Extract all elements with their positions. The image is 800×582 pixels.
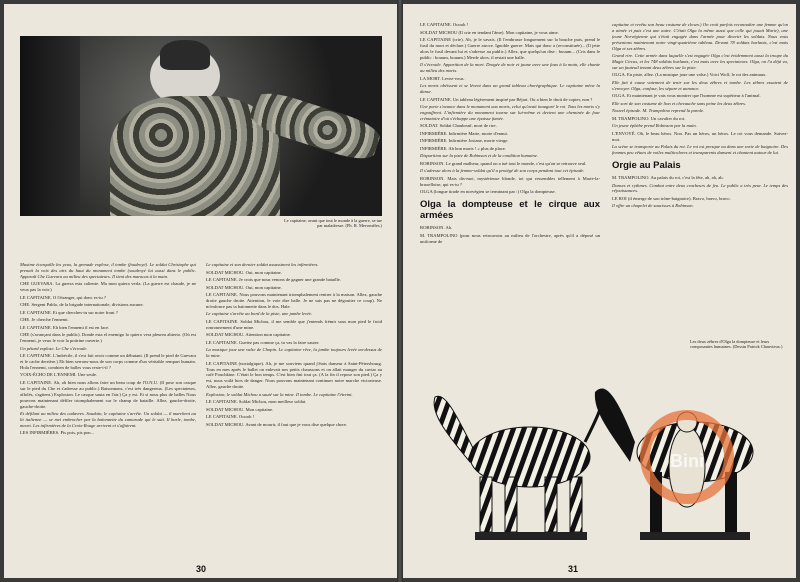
paragraph: LE CAPITAINE. Ooooh ! bbox=[206, 414, 255, 420]
paragraph: LE CAPITAINE (crie). Ah, je le savais. (Il l'embrasse longuement sur la bouche puis, prend le fusil du mort et déclare.) Guerre atroce. Ignoble guerre. Mais qui donc a (reconstituée)... (Il jette alors le fusil devant lui et s'adresse au public.) Allez, que quelqu'un dise : bouum... (Cris dans le public : bouum, bouum.) Merde alors, il restait une balle. bbox=[420, 37, 600, 60]
paragraph: LE CAPITAINE. O l'étranger, qui donc es-tu ? bbox=[20, 294, 106, 300]
paragraph: Il s'adresse alors à la femme-soldat qu'il a protégé de son corps pendant tout cet épisode. bbox=[420, 168, 585, 174]
paragraph: LE CAPITAINE. Je crois que nous venons de gagner une grande bataille. bbox=[206, 277, 341, 282]
stage-photo bbox=[20, 36, 382, 216]
paragraph: LE CAPITAINE. Un tableau légèrement inspiré par Béjart. Ou a bien le droit de copier, non ? bbox=[420, 96, 593, 102]
paragraph: LE ROI (il émerge de son trône-baignoire). Bravo, bravo, bravo. bbox=[612, 195, 731, 201]
paragraph: Maxime écarquille les yeux, la grenade explose, il tombe (foudroyé). Le soldat Christophe qui prenait la voix des airs du haut du monument tombe (soudroyé lui aussi dans le public. Apparaît Che Guevara au milieu des spectateurs. Il tient des maracas à la main. bbox=[20, 262, 196, 279]
section-heading: Olga la dompteuse et le cirque aux armées bbox=[420, 199, 600, 222]
right-column-2 bbox=[612, 22, 788, 340]
paragraph: CHE (s'avançant dans le public). Donde esta el enemigo lo quiero vera pleurea abierto. (Où est l'ennemi, je veux le voir la poitrine ouverte.) bbox=[20, 332, 196, 344]
paragraph: OLGA (longue tirade en norvégien se terminant par :) Olga la dompteuse. bbox=[420, 189, 556, 195]
paragraph: M. TRAMPOLINO (pour nous retrouvons au milieu de l'orchestre, après qu'il a déposé un uniforme de bbox=[420, 232, 600, 244]
paragraph: INFIRMIÈRE. Infirmière Josiane, morte vierge. bbox=[420, 138, 509, 144]
paragraph: LES INFIRMIÈRES. Pis pois, pis pon... bbox=[20, 430, 95, 436]
paragraph: SOLDAT MICHOU. Oui, mon capitaine. bbox=[206, 284, 282, 290]
paragraph: CHE GUEVARA. La guerra esta caliente. Ma mon quiera verla. (La guerre est chaude, je ne veux pas la voir.) bbox=[20, 281, 196, 293]
paragraph: LE CAPITAINE (nostalgique). Ah, je me souviens quand j'étais danseur à Saint-Pétersbourg. Tous en mes après le ballet on enlevait nos petits chaussons et on allait manger du caviar au café Pouchkine. C'était le bon temps. C'est bien fini tout ça. (A la fin il repose son pied.) Ça y est, nous voilà hors de danger. Nous pouvons maintenant continuer notre marche victorieuse. Allez, gauche droite. bbox=[206, 360, 382, 390]
paragraph: ROBINSON. Le grand malheur, quand on a tué tout le monde, c'est qu'on se retrouve seul. bbox=[420, 160, 587, 166]
paragraph: INFIRMIÈRE. Infirmière Marie, morte d'ennui. bbox=[420, 130, 508, 136]
paragraph: M. TRAMPOLINO. Au palais du roi, c'est la fête, ah, ah, ah. bbox=[612, 175, 724, 181]
paragraph: Disparition sur la piste de Robinson et de la condition humaine. bbox=[420, 153, 539, 159]
left-page-number: 30 bbox=[196, 564, 207, 574]
paragraph: LE CAPITAINE. Guetez pas comme ça, tu vas la faire sauter. bbox=[206, 339, 320, 345]
paragraph: SOLDAT MICHOU. Oui, mon capitaine. bbox=[206, 269, 282, 275]
paragraph: CHE. Sergent Pablo, de la brigade internationale, divisions aucune. bbox=[20, 302, 144, 308]
paragraph: ROBINSON. Ah. bbox=[420, 225, 453, 231]
paragraph: INFIRMIÈRE. Ah bon morts ! « plus de place. bbox=[420, 145, 506, 151]
paragraph: La scène se transporte au Palais du roi. Le roi est presque nu dans une sorte de baignoire. Des femmes peu vêtues de voiles multicolores et transparents dansent et chantent autour de lui. bbox=[612, 144, 788, 156]
paragraph: Grand rire. Cette armée dans laquelle s'est engagée Olga c'est évidemment aussi la troupe du Magic Circus, et les 748 soldats hurlants, c'est mais avec les spectateurs. Olga, on l'a déjà vu, sur un fauteuil tenant deux zèbres sur la piste. bbox=[612, 53, 788, 70]
paragraph: LA MORT. Levez-vous. bbox=[420, 75, 465, 81]
paragraph: LE CAPITAINE. Soldat Michou, mon meilleur soldat. bbox=[206, 399, 307, 405]
paragraph: SOLDAT MICHOU. Avant de mourir, il faut que je vous dise quelque chore. bbox=[206, 421, 348, 427]
paragraph: Il s'écroule. Apparition de la mort. Dragée de noir et jaune avec une faux à la main, elle chante au milieu des morts. bbox=[420, 62, 600, 74]
page-gutter bbox=[397, 0, 403, 582]
paragraph: Nouvel épisode. M. Trampolino reprend la parole. bbox=[612, 108, 705, 114]
paragraph: Il offre un chapelet de saucisses à Robinson. bbox=[612, 203, 694, 209]
left-column-1 bbox=[20, 262, 196, 562]
paragraph: LE CAPITAINE. L'imbécile, il s'est fait avoir comme un débutant. (Il prend le pied de Guevara et le cache derrière.) Eh bien serrons-nous de son corps comme d'un véritable rempart humain. Hola l'ennemi, combien de balles vous reste-t-il ? bbox=[20, 353, 196, 370]
paragraph: Et défilant au milieu des cadavres. Soudain, le capitaine s'arrête. Un soldat — il marchent au lit italienne — se met embrocher par la baïonnette du camarade qui le suit. Il hurle, tombe, meurt. Les infirmières de la Croix-Rouge arrivent et s'affairent. bbox=[20, 411, 196, 428]
paragraph: OLGA. Et maintenant je vais vous montrer que l'homme est supérieur à l'animal. bbox=[612, 93, 761, 99]
paragraph: Elle sort de son costume de lion et chevauche sans peine les deux zèbres. bbox=[612, 100, 747, 106]
paragraph: SOLDAT. Soldat Chaubrsnf, mort de rire. bbox=[420, 123, 497, 129]
right-column-1 bbox=[420, 22, 600, 372]
paragraph: VOIX-ÉCHO DE L'ENNEMI. Une seule. bbox=[20, 372, 98, 378]
paragraph: Le capitaine et son dernier soldat assassinent les infirmières. bbox=[206, 262, 319, 267]
paragraph: ROBINSON. Mais dis-moi, mystérieuse blonde, toi qui ressembles tellement à Marie-la-bruxelloise, qui es-tu ? bbox=[420, 175, 600, 187]
paragraph: LE CAPITAINE. Soldat Michou, il me semble que j'entends frémir sous mon pied le froid ronronnement d'une mine. bbox=[206, 318, 382, 330]
paragraph: Les morts obéissent et se lèvent dans un grand tableau chorégraphique. Le capitaine mène la danse. bbox=[420, 83, 600, 95]
paragraph: La musique joue une valse de Chopin. Le capitaine rêve, la jambe toujours levée au-dessus de la mine. bbox=[206, 347, 382, 359]
paragraph: capitaine et revêtu son beau costume de clown.) On croit parfois reconnaître une femme qu'on a aimée et puis c'est une autre. C'était Olga la même aussi que celle qui jouait Marie), une jeune Norvégienne qui s'était engagée dans l'armée pour divertir les soldats. Nous vous présentons maintenant notre vingt-quatrième tableau. Devant 78 soldats hurlants, c'est mais Olga et ses zèbres. bbox=[612, 22, 788, 51]
paragraph: L'ENVOYÉ. Oh, le beau héros. Non. Pas un héros, un héros. Le roi vous demande. Suivez-moi. bbox=[612, 130, 788, 142]
left-column-2 bbox=[206, 262, 382, 562]
paragraph: Une porte s'avance dans le monument aux morts, celui qu'avait inauguré le roi. Tous les morts s'y engouffrent. L'infirmière du monument tourne sur lui-même et devient une cheminée de four crématoire d'où s'échappe une épaisse fumée. bbox=[420, 104, 600, 121]
paragraph: LE CAPITAINE. Nous pouvons maintenant triomphalement rentrer à la maison. Allez, gauche droite gauche droite. Attention, le voie dire balle. Je ne sais pas ne dégoutter ce coup). Ne m'enfonce pas ta baïonnette dans le dos. Hale. bbox=[206, 292, 382, 309]
paragraph: OLGA. En piste, allez. (La musique joue une valse.) Voici Wolf, le roi des animaux. bbox=[612, 72, 767, 78]
paragraph: CHE. Je cherche l'ennemi. bbox=[20, 317, 69, 323]
zebra-illustration bbox=[425, 372, 785, 557]
photo-caption: Le capitaine, avant que tout le monde à la guerre, se tue par maladresse. (Ph. R. Mevomèles.) bbox=[284, 218, 382, 229]
section-heading: Orgie au Palais bbox=[612, 160, 681, 172]
svg-text:Bini: Bini bbox=[670, 451, 704, 471]
paragraph: Elle fait à cause vaiement de tenir sur les deux zèbres et tombe. Les zèbres essaient de s'envoyer. Olga, confuse, les sépare et annonce. bbox=[612, 79, 788, 91]
paragraph: LE CAPITAINE. Ah, oh bien nous allons faire un beau coup de l'O.N.U. (Il pose son casque sur le pied du Che et s'adresse au public.) Raisonnons, c'est très dangereux. (Les spectateurs, affolés, s'agitent.) Explosion. Le casque sauta en l'air.) Ça y est. Et si nous plus de balles Nous pouvons maintenant défiler triomphalement sur le champ de bataille. Allez, gauche-droite, gauche-droite. bbox=[20, 379, 196, 409]
zebra-left bbox=[434, 396, 601, 540]
paragraph: Un jeune éphèbe prend Robinson par la main. bbox=[612, 123, 697, 129]
paragraph: LE CAPITAINE. Ooooh ! bbox=[420, 22, 469, 27]
right-page-number: 31 bbox=[568, 564, 579, 574]
paragraph: LE CAPITAINE. Et que cherches-tu sur notre front ? bbox=[20, 309, 118, 315]
paragraph: Explosion, le soldat Michou a sauté sur la mine. Il tombe. Le capitaine l'étreint. bbox=[206, 391, 353, 397]
illustration-caption: Les deux zèbres d'Olga la dompteuse et leurs composantes humaines. (Dessin Patrick Chauvieux.) bbox=[690, 339, 783, 350]
paragraph: Un pétard explose. Le Che s'écroule. bbox=[20, 345, 88, 351]
paragraph: LE CAPITAINE. Eh bien l'ennemi il est en face. bbox=[20, 324, 110, 330]
paragraph: M. TRAMPOLINO. Un cavalier du roi. bbox=[612, 115, 686, 121]
paragraph: Danses et rythmes. Combat entre deux cracheurs de feu. Le public a très peur. Le temps des réjouissances. bbox=[612, 182, 788, 194]
paragraph: SOLDAT MICHOU (Il crie en tendant l'âme). Mon capitaine, je vous aime. bbox=[420, 29, 559, 35]
paragraph: Le capitaine s'arrête au bord de la piste, une jambe levée. bbox=[206, 311, 313, 317]
paragraph: SOLDAT MICHOU. Mon capitaine. bbox=[206, 406, 274, 412]
paragraph: SOLDAT MICHOU. Attention mon capitaine. bbox=[206, 332, 291, 338]
